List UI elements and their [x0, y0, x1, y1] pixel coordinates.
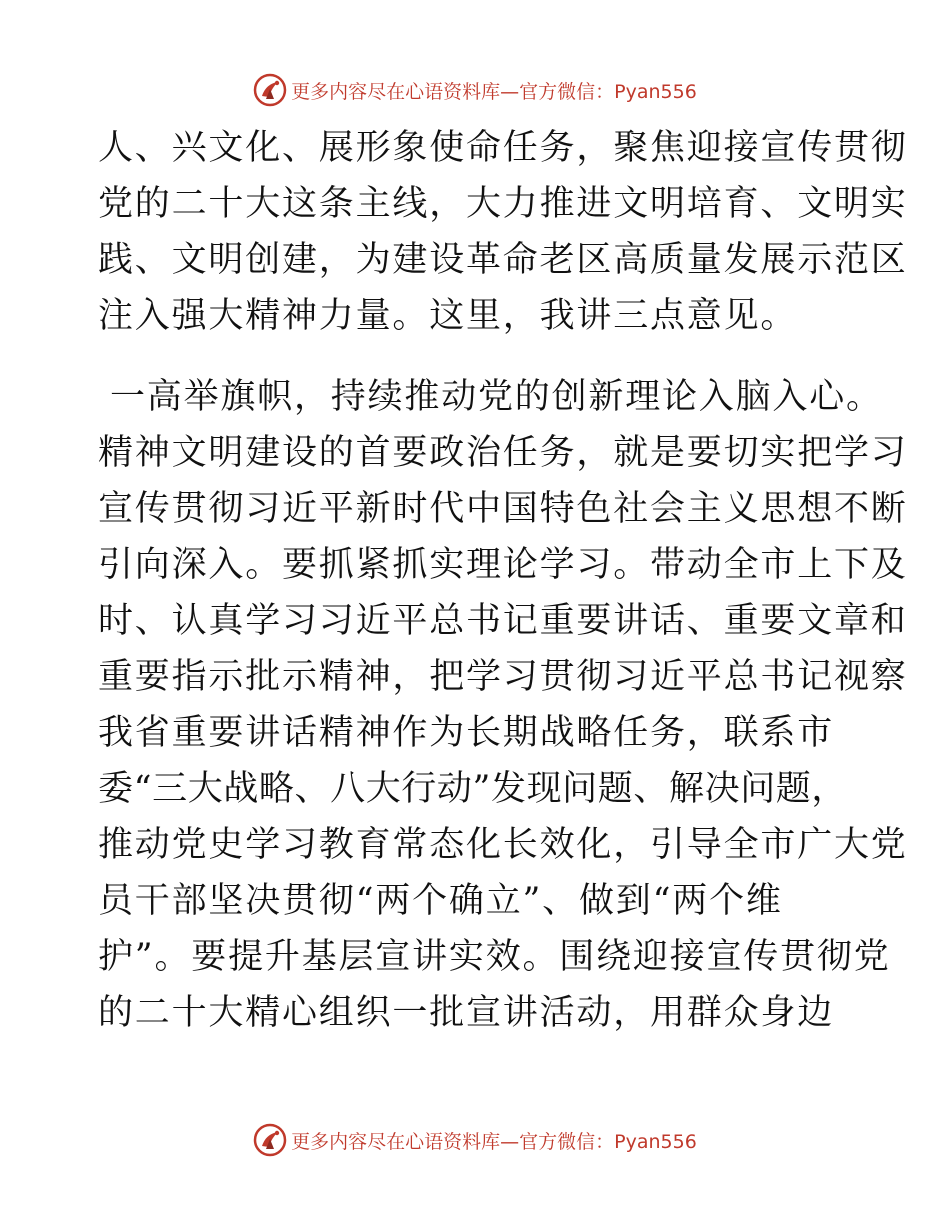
footer-watermark-text: 更多内容尽在心语资料库—官方微信：Pyan556	[291, 1130, 697, 1153]
text-line: 我省重要讲话精神作为长期战略任务，联系市	[98, 713, 835, 753]
header-watermark-banner	[0, 70, 950, 110]
text-line: 委“三大战略、八大行动”发现问题、解决问题，	[98, 769, 847, 809]
text-line: 践、文明创建，为建设革命老区高质量发展示范区	[98, 240, 908, 280]
text-line: 护”。要提升基层宣讲实效。围绕迎接宣传贯彻党	[98, 937, 891, 977]
red-ribbon-logo-icon	[253, 1123, 287, 1157]
text-line: 注入强大精神力量。这里，我讲三点意见。	[98, 296, 798, 336]
text-line: 的二十大精心组织一批宣讲活动，用群众身边	[98, 993, 835, 1033]
text-line: 宣传贯彻习近平新时代中国特色社会主义思想不断	[98, 489, 908, 529]
text-line: 推动党史学习教育常态化长效化，引导全市广大党	[98, 825, 908, 865]
text-line: 人、兴文化、展形象使命任务，聚焦迎接宣传贯彻	[98, 128, 908, 168]
text-line: 重要指示批示精神，把学习贯彻习近平总书记视察	[98, 657, 908, 697]
section-heading: 一高举旗帜，持续推动党的创新理论入脑入心。	[110, 377, 883, 417]
text-line: 时、认真学习习近平总书记重要讲话、重要文章和	[98, 601, 908, 641]
text-line: 精神文明建设的首要政治任务，就是要切实把学习	[98, 433, 908, 473]
text-line: 引向深入。要抓紧抓实理论学习。带动全市上下及	[98, 545, 908, 585]
text-line: 党的二十大这条主线，大力推进文明培育、文明实	[98, 184, 908, 224]
document-body	[98, 120, 908, 1041]
header-watermark-text: 更多内容尽在心语资料库—官方微信：Pyan556	[291, 80, 697, 103]
footer-watermark-banner	[0, 1120, 950, 1160]
red-ribbon-logo-icon	[253, 73, 287, 107]
text-line: 员干部坚决贯彻“两个确立”、做到“两个维	[98, 881, 783, 921]
